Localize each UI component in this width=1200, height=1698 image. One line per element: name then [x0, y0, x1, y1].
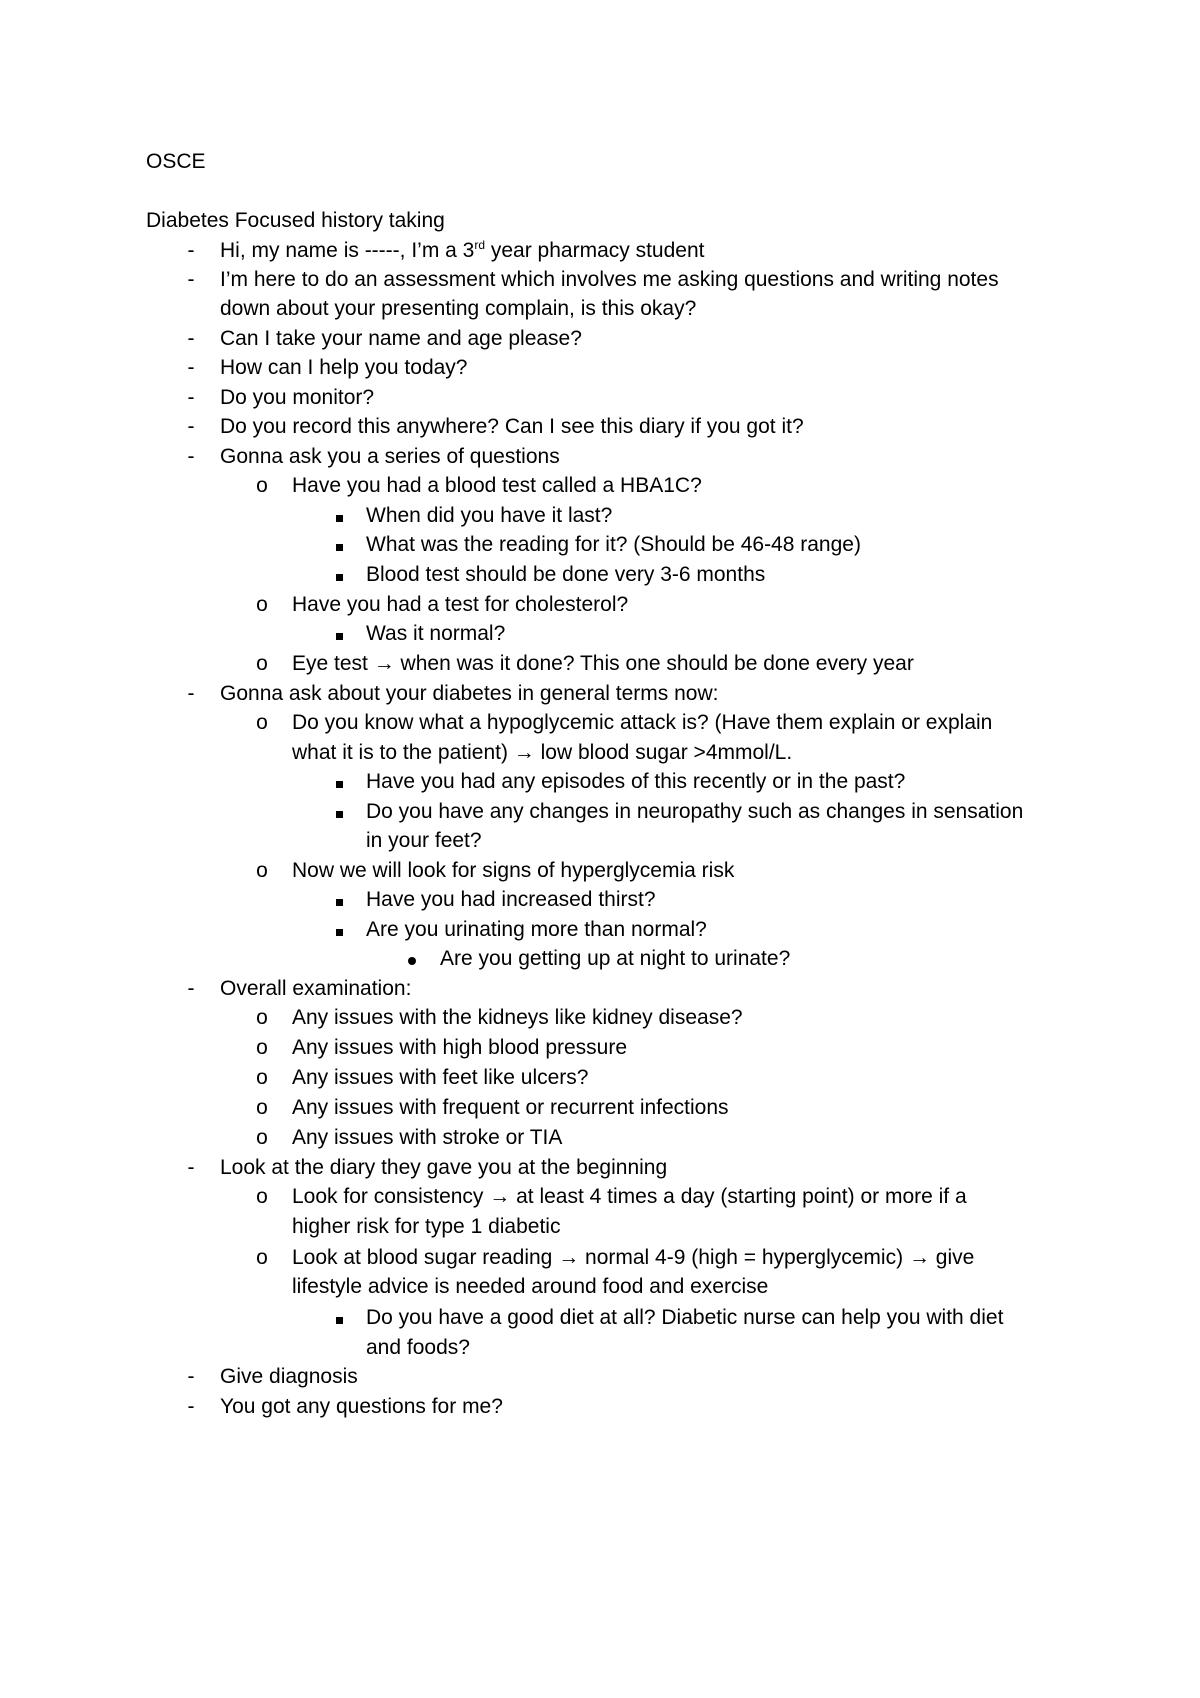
list-item: Do you know what a hypoglycemic attack is? (Have them explain or explain: [292, 711, 993, 734]
list-item: Now we will look for signs of hyperglycemia risk: [292, 859, 735, 882]
square-bullet: [336, 574, 343, 581]
circle-bullet: o: [256, 652, 268, 675]
list-item-text: what it is to the patient): [292, 741, 508, 764]
square-bullet: [336, 544, 343, 551]
ordinal-suffix: rd: [474, 238, 486, 252]
list-item: Are you urinating more than normal?: [366, 918, 707, 941]
list-item: Have you had any episodes of this recently or in the past?: [366, 770, 906, 793]
list-item: Any issues with high blood pressure: [292, 1036, 628, 1059]
document-title: OSCE: [146, 150, 206, 173]
list-item-text: Look at blood sugar reading: [292, 1246, 553, 1269]
square-bullet: [336, 811, 343, 818]
list-item: Overall examination:: [220, 977, 412, 1000]
list-item: When did you have it last?: [366, 504, 613, 527]
list-item: [292, 1244, 974, 1272]
dash-bullet: -: [187, 682, 195, 705]
list-item: [292, 650, 914, 678]
circle-bullet: o: [256, 593, 268, 616]
circle-bullet: o: [256, 1066, 268, 1089]
list-item: Do you have any changes in neuropathy such as changes in sensation: [366, 800, 1024, 823]
list-item: Have you had increased thirst?: [366, 888, 656, 911]
list-item: [292, 1183, 967, 1211]
list-item-continuation: lifestyle advice is needed around food and exercise: [292, 1275, 769, 1298]
list-item: Look at the diary they gave you at the beginning: [220, 1156, 668, 1179]
circle-bullet: o: [256, 1096, 268, 1119]
list-item-text: low blood sugar >4mmol/L.: [534, 741, 793, 764]
list-item: Have you had a blood test called a HBA1C?: [292, 474, 702, 497]
list-item: Give diagnosis: [220, 1365, 358, 1388]
circle-bullet: o: [256, 1185, 268, 1208]
square-bullet: [336, 781, 343, 788]
square-bullet: [336, 515, 343, 522]
list-item: Have you had a test for cholesterol?: [292, 593, 629, 616]
list-item: Gonna ask about your diabetes in general terms now:: [220, 682, 719, 705]
square-bullet: [336, 899, 343, 906]
list-item: Can I take your name and age please?: [220, 327, 582, 350]
dash-bullet: -: [187, 386, 195, 409]
list-item-continuation: higher risk for type 1 diabetic: [292, 1215, 561, 1238]
list-item-text: normal 4-9 (high = hyperglycemic): [579, 1246, 904, 1269]
circle-bullet: o: [256, 711, 268, 734]
list-item-text: at least 4 times a day (starting point) or more if a: [510, 1185, 967, 1208]
list-item: You got any questions for me?: [220, 1395, 503, 1418]
list-item-continuation: in your feet?: [366, 829, 482, 852]
arrow-icon: →: [373, 652, 395, 675]
list-item: Blood test should be done very 3-6 months: [366, 563, 766, 586]
list-item: I’m here to do an assessment which involves me asking questions and writing notes: [220, 268, 999, 291]
dash-bullet: -: [187, 268, 195, 291]
arrow-icon: →: [558, 1246, 580, 1269]
list-item: What was the reading for it? (Should be 46-48 range): [366, 533, 861, 556]
list-item: How can I help you today?: [220, 356, 468, 379]
dash-bullet: -: [187, 445, 195, 468]
square-bullet: [336, 633, 343, 640]
square-bullet: [336, 1317, 343, 1324]
list-item-text: Look for consistency: [292, 1185, 484, 1208]
list-item: Was it normal?: [366, 622, 506, 645]
list-item: Do you record this anywhere? Can I see this diary if you got it?: [220, 415, 804, 438]
dash-bullet: -: [187, 1395, 195, 1418]
arrow-icon: →: [489, 1185, 511, 1208]
dash-bullet: -: [187, 1156, 195, 1179]
intro-text-end: year pharmacy student: [485, 239, 705, 262]
list-item: Any issues with feet like ulcers?: [292, 1066, 589, 1089]
list-item: Gonna ask you a series of questions: [220, 445, 560, 468]
dash-bullet: -: [187, 356, 195, 379]
arrow-icon: →: [513, 741, 535, 764]
square-bullet: [336, 929, 343, 936]
dash-bullet: -: [187, 977, 195, 1000]
list-item: Are you getting up at night to urinate?: [440, 947, 791, 970]
dash-bullet: -: [187, 327, 195, 350]
circle-bullet: o: [256, 474, 268, 497]
list-item: [220, 237, 704, 265]
section-heading: Diabetes Focused history taking: [146, 209, 445, 232]
circle-bullet: o: [256, 1246, 268, 1269]
circle-bullet: o: [256, 1006, 268, 1029]
list-item-text: Eye test: [292, 652, 368, 675]
dash-bullet: -: [187, 415, 195, 438]
circle-bullet: o: [256, 1036, 268, 1059]
dot-bullet: [408, 957, 416, 965]
list-item: Do you monitor?: [220, 386, 375, 409]
intro-text: Hi, my name is -----, I’m a 3: [220, 239, 475, 262]
circle-bullet: o: [256, 1126, 268, 1149]
circle-bullet: o: [256, 859, 268, 882]
list-item: Do you have a good diet at all? Diabetic nurse can help you with diet: [366, 1306, 1004, 1329]
list-item: Any issues with stroke or TIA: [292, 1126, 563, 1149]
dash-bullet: -: [187, 1365, 195, 1388]
dash-bullet: -: [187, 239, 195, 262]
arrow-icon: →: [908, 1246, 930, 1269]
list-item: Any issues with the kidneys like kidney disease?: [292, 1006, 743, 1029]
list-item-text: give: [929, 1246, 975, 1269]
list-item-continuation: [292, 739, 792, 767]
list-item-continuation: down about your presenting complain, is this okay?: [220, 297, 697, 320]
list-item-text: when was it done? This one should be done every year: [394, 652, 914, 675]
list-item: Any issues with frequent or recurrent infections: [292, 1096, 729, 1119]
list-item-continuation: and foods?: [366, 1336, 470, 1359]
